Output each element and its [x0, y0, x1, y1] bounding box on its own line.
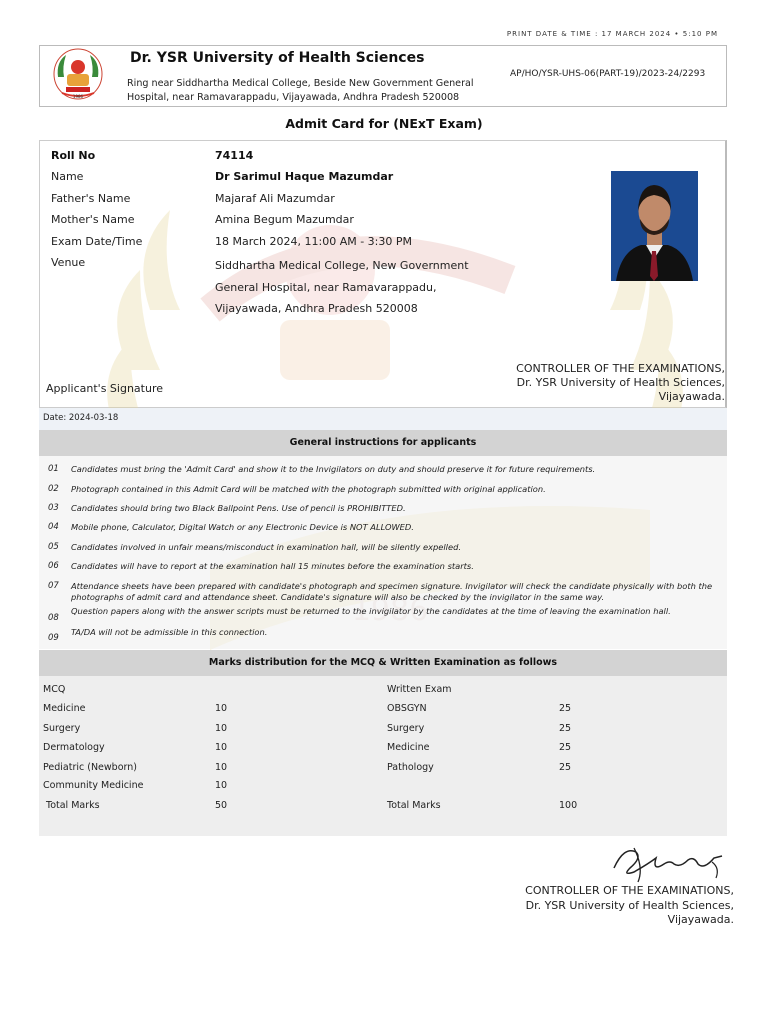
controller-title: CONTROLLER OF THE EXAMINATIONS, [516, 362, 725, 375]
mother-name-value: Amina Begum Mazumdar [215, 213, 354, 226]
mcq-marks: 10 [215, 742, 228, 753]
candidate-photo [611, 171, 698, 281]
instruction-number: 02 [48, 484, 59, 494]
exam-datetime-label: Exam Date/Time [51, 235, 143, 248]
mcq-total-value: 50 [215, 800, 228, 811]
mcq-marks: 10 [215, 762, 228, 773]
mcq-subject: Community Medicine [43, 780, 144, 791]
written-total-value: 100 [559, 800, 578, 811]
mother-name-label: Mother's Name [51, 213, 135, 226]
name-value: Dr Sarimul Haque Mazumdar [215, 170, 394, 183]
reference-number: AP/HO/YSR-UHS-06(PART-19)/2023-24/2293 [510, 69, 706, 79]
university-logo [52, 47, 104, 101]
mcq-subject: Pediatric (Newborn) [43, 762, 137, 773]
instructions-heading: General instructions for applicants [39, 430, 727, 456]
admit-card-title: Admit Card for (NExT Exam) [285, 116, 483, 131]
controller-city: Vijayawada. [667, 913, 734, 927]
university-name: Dr. YSR University of Health Sciences [130, 50, 425, 66]
written-marks: 25 [559, 742, 572, 753]
mcq-marks: 10 [215, 703, 228, 714]
controller-signature-block-footer [525, 884, 734, 928]
issue-date: Date: 2024-03-18 [43, 413, 119, 423]
venue-value: Siddhartha Medical College, New Government General Hospital, near Ramavarappadu, Vijayawada, Andhra Pradesh 520008 [215, 259, 469, 315]
instruction-number: 06 [48, 561, 59, 571]
mcq-title: MCQ [43, 684, 66, 695]
written-subject: Pathology [387, 762, 434, 773]
roll-no-label: Roll No [51, 149, 96, 162]
instruction-text: Mobile phone, Calculator, Digital Watch or any Electronic Device is NOT ALLOWED. [71, 522, 414, 532]
written-marks: 25 [559, 762, 572, 773]
university-address: Ring near Siddhartha Medical College, Beside New Government General Hospital, near Ramavarappadu, Vijayawada, Andhra Pradesh 520008 [127, 78, 474, 103]
instruction-text: Photograph contained in this Admit Card will be matched with the photograph submitted with original application. [71, 484, 546, 494]
written-marks: 25 [559, 723, 572, 734]
date-row [39, 408, 727, 430]
instruction-number: 05 [48, 542, 59, 552]
written-total-label: Total Marks [387, 800, 441, 811]
instruction-number: 08 [48, 613, 59, 623]
marks-panel [39, 676, 727, 836]
instruction-number: 04 [48, 522, 59, 532]
controller-university: Dr. YSR University of Health Sciences, [525, 898, 734, 912]
written-subject: Medicine [387, 742, 430, 753]
print-date: PRINT DATE & TIME : 17 MARCH 2024 • 5:10 PM [506, 30, 718, 38]
controller-title: CONTROLLER OF THE EXAMINATIONS, [525, 884, 734, 897]
instruction-number: 07 [48, 581, 59, 591]
instruction-text: Candidates must bring the 'Admit Card' and show it to the Invigilators on duty and should preserve it for future requirements. [71, 464, 596, 474]
svg-text:1986: 1986 [72, 94, 84, 99]
father-name-value: Majaraf Ali Mazumdar [215, 192, 335, 205]
father-name-label: Father's Name [51, 192, 131, 205]
instruction-text: Candidates will have to report at the examination hall 15 minutes before the examination starts. [71, 561, 474, 571]
controller-city: Vijayawada. [658, 390, 725, 403]
mcq-marks: 10 [215, 723, 228, 734]
mcq-subject: Medicine [43, 703, 86, 714]
controller-handwritten-signature [604, 838, 730, 888]
written-marks: 25 [559, 703, 572, 714]
instruction-text: TA/DA will not be admissible in this connection. [71, 627, 268, 637]
venue-label: Venue [51, 256, 86, 269]
exam-datetime-value: 18 March 2024, 11:00 AM - 3:30 PM [215, 235, 413, 248]
instruction-text: Candidates should bring two Black Ballpoint Pens. Use of pencil is PROHIBITTED. [71, 503, 406, 513]
instruction-number: 01 [48, 464, 59, 474]
written-subject: Surgery [387, 723, 425, 734]
instruction-text: Candidates involved in unfair means/misconduct in examination hall, will be silently expelled. [71, 542, 461, 552]
written-subject: OBSGYN [387, 703, 427, 714]
instruction-text: Attendance sheets have been prepared with candidate's photograph and specimen signature. Invigilator will check the candidate physically with both the photographs of admit card and attendance sheet. Candidate's signature will also be checked by the invigilator in the same way. [71, 581, 713, 602]
written-title: Written Exam [387, 684, 452, 695]
controller-signature-block [516, 362, 725, 404]
marks-heading: Marks distribution for the MCQ & Written Examination as follows [39, 650, 727, 676]
mcq-subject: Dermatology [43, 742, 105, 753]
instruction-number: 09 [48, 633, 59, 643]
instruction-text: Question papers along with the answer scripts must be returned to the invigilator by the candidates at the time of leaving the examination hall. [71, 606, 671, 616]
mcq-total-label: Total Marks [46, 800, 100, 811]
mcq-marks: 10 [215, 780, 228, 791]
name-label: Name [51, 170, 84, 183]
roll-no-value: 74114 [215, 149, 254, 162]
instruction-number: 03 [48, 503, 59, 513]
applicant-signature-label: Applicant's Signature [46, 382, 163, 395]
controller-university: Dr. YSR University of Health Sciences, [516, 376, 725, 389]
mcq-subject: Surgery [43, 723, 81, 734]
